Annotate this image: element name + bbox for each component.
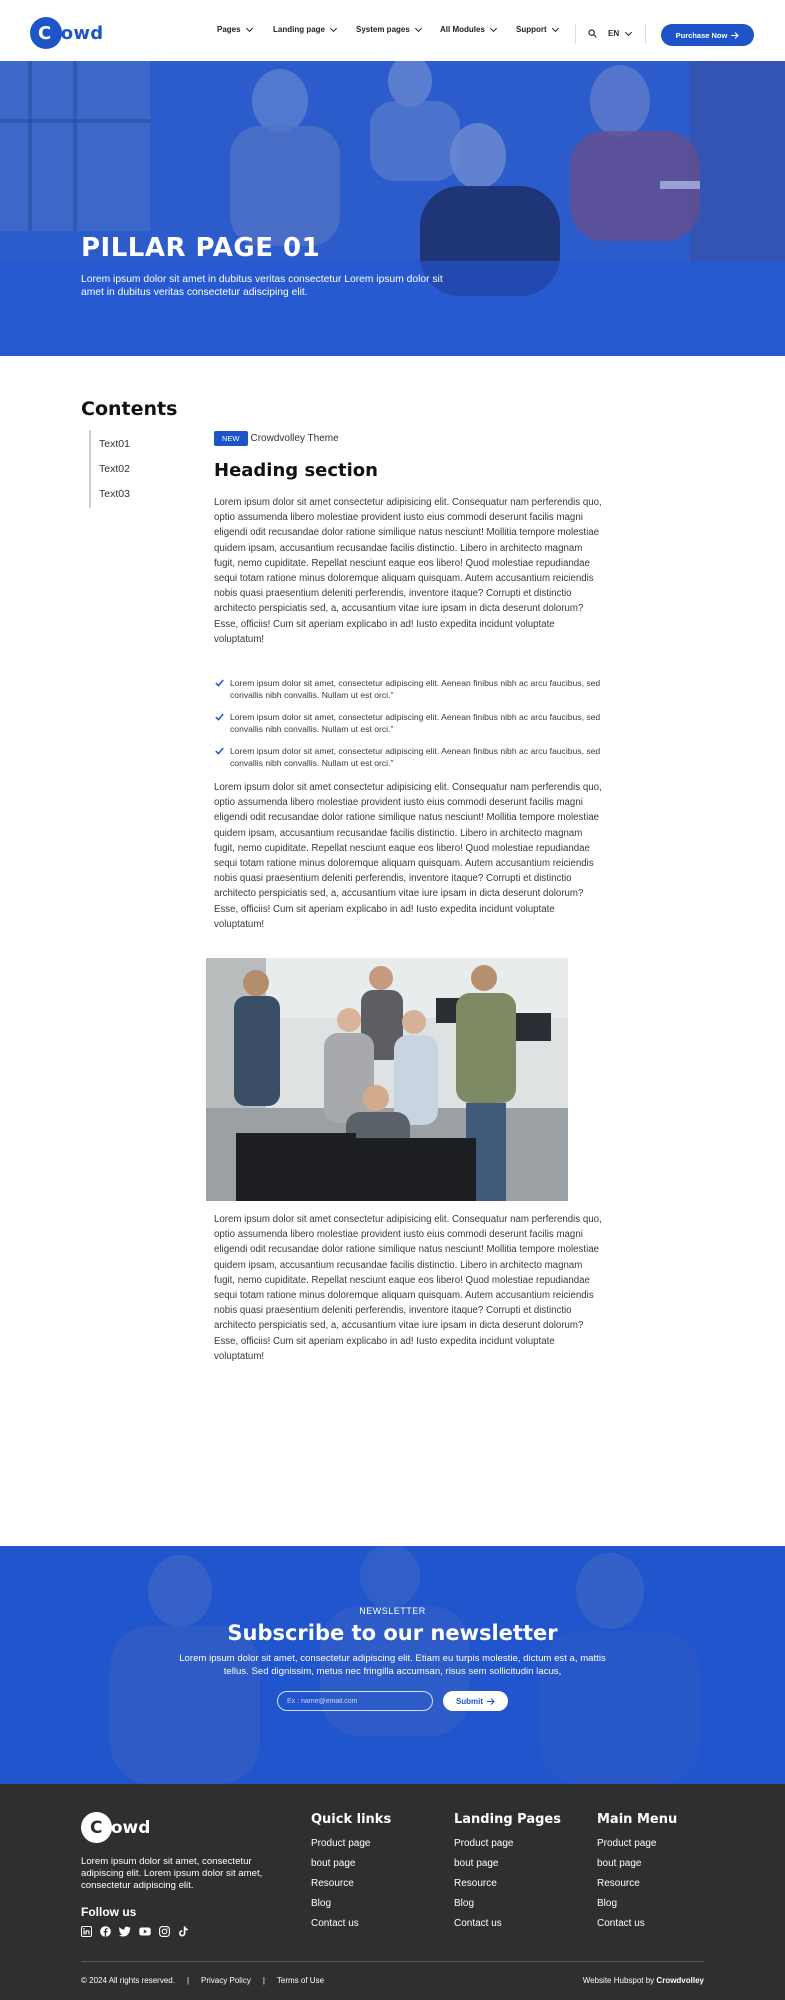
footer-link[interactable]: Blog [597, 1898, 618, 1909]
checkmark-icon [215, 747, 224, 755]
credit-brand[interactable]: Crowdvolley [656, 1976, 704, 1985]
nav-item-landing-page[interactable]: Landing page [273, 25, 336, 34]
tiktok-icon[interactable] [178, 1926, 189, 1937]
logo-text: Crowd [90, 1818, 151, 1838]
footer-logo[interactable] [81, 1812, 150, 1844]
footer-description: Lorem ipsum dolor sit amet, consectetur adipiscing elit. Lorem ipsum dolor sit amet, consectetur adipiscing elit. [81, 1856, 263, 1891]
nav-item-pages[interactable]: Pages [217, 25, 252, 34]
footer-divider [81, 1961, 704, 1962]
chevron-down-icon [246, 24, 253, 31]
instagram-icon[interactable] [159, 1926, 170, 1937]
social-links [81, 1926, 189, 1937]
follow-us-label: Follow us [81, 1905, 137, 1919]
arrow-right-icon [487, 1698, 495, 1705]
newsletter-eyebrow: NEWSLETTER [359, 1606, 426, 1616]
checkmark-icon [215, 713, 224, 721]
team-photo-illustration [206, 958, 568, 1201]
checkmark-icon [215, 679, 224, 687]
footer-column-title: Landing Pages [454, 1812, 561, 1827]
site-logo[interactable] [30, 17, 103, 50]
email-field[interactable] [277, 1691, 433, 1711]
header-divider [575, 24, 576, 44]
footer-link[interactable]: Blog [454, 1898, 475, 1909]
footer-column-quick-links [311, 1812, 391, 1934]
site-footer [0, 1784, 785, 2000]
purchase-now-button[interactable]: Purchase Now [661, 24, 754, 46]
footer-link[interactable]: Blog [311, 1898, 332, 1909]
footer-link[interactable]: Contact us [454, 1918, 502, 1929]
toc-item-text02[interactable]: Text02 [99, 463, 130, 475]
header-divider [645, 24, 646, 44]
chevron-down-icon [490, 24, 497, 31]
article-tag-row [214, 431, 339, 446]
facebook-icon[interactable] [100, 1926, 111, 1937]
article-paragraph-3: Lorem ipsum dolor sit amet consectetur adipisicing elit. Consequatur nam perferendis quo, optio assumenda libero molestiae provident iusto eius commodi deserunt facilis magni eligendi odit recusandae dolor ratione similique natus nesciunt! Mollitia tempore molestiae quidem ipsam, accusantium recusandae facilis distinctio. Libero in architecto magnam fugit, nemo cupiditate. Repellat nesciunt eaque eos libero! Quod molestiae repudiandae sequi totam ratione minus doloremque aliquam quisquam. Autem accusantium reiciendis nobis quasi praesentium deleniti perferendis, inventore itaque? Corrupti et distinctio architecto perspiciatis sed, a, accusantium vitae iure ipsam in dicta deserunt dolorum? Esse, officiis! Cum sit aperiam explicabo in ad! Iusto expedita incidunt voluptate voluptatum! [214, 1214, 602, 1362]
nav-item-all-modules[interactable]: All Modules [440, 25, 496, 34]
toc-line [89, 430, 91, 508]
linkedin-icon[interactable] [81, 1926, 92, 1937]
footer-link[interactable]: Resource [597, 1878, 640, 1889]
newsletter-subtitle: Lorem ipsum dolor sit amet, consectetur adipiscing elit. Etiam eu turpis molestie, dictum est a, mattis tellus. Sed dignissim, metus nec fringilla accumsan, risus sem sollicitudin lacus, [179, 1653, 606, 1677]
footer-column-landing-pages [454, 1812, 561, 1934]
chevron-down-icon [625, 28, 632, 35]
footer-link[interactable]: bout page [454, 1858, 499, 1869]
chevron-down-icon [415, 24, 422, 31]
chevron-down-icon [330, 24, 337, 31]
team-photo [206, 958, 568, 1201]
language-selector[interactable]: EN [608, 29, 631, 38]
nav-item-support[interactable]: Support [516, 25, 558, 34]
check-list [214, 677, 604, 779]
contents-title: Contents [81, 398, 178, 420]
article-paragraph-1: Lorem ipsum dolor sit amet consectetur adipisicing elit. Consequatur nam perferendis quo, optio assumenda libero molestiae provident iusto eius commodi deserunt facilis magni eligendi odit recusandae dolor ratione similique natus nesciunt! Mollitia tempore molestiae quidem ipsam, accusantium recusandae facilis distinctio. Libero in architecto magnam fugit, nemo cupiditate. Repellat nesciunt eaque eos libero! Quod molestiae repudiandae sequi totam ratione minus doloremque aliquam quisquam. Autem accusantium reiciendis nobis quasi praesentium deleniti perferendis, inventore itaque? Corrupti et distinctio architecto perspiciatis sed, a, accusantium vitae iure ipsam in dicta deserunt dolorum? Esse, officiis! Cum sit aperiam explicabo in ad! Iusto expedita incidunt voluptate voluptatum! [214, 497, 602, 645]
submit-button[interactable]: Submit [443, 1691, 508, 1711]
nav-item-system-pages[interactable]: System pages [356, 25, 421, 34]
newsletter-section [0, 1546, 785, 1784]
copyright-text: © 2024 All rights reserved. [81, 1976, 175, 1985]
section-heading: Heading section [214, 460, 378, 481]
youtube-icon[interactable] [139, 1926, 151, 1937]
list-item: Lorem ipsum dolor sit amet, consectetur adipiscing elit. Aenean finibus nibh ac arcu faucibus, sed convallis nibh convallis. Nullam ut est orci." [214, 677, 604, 711]
list-item: Lorem ipsum dolor sit amet, consectetur adipiscing elit. Aenean finibus nibh ac arcu faucibus, sed convallis nibh convallis. Nullam ut est orci." [214, 745, 604, 779]
arrow-right-icon [731, 32, 739, 39]
chevron-down-icon [552, 24, 559, 31]
footer-link[interactable]: bout page [597, 1858, 642, 1869]
list-item: Lorem ipsum dolor sit amet, consectetur adipiscing elit. Aenean finibus nibh ac arcu faucibus, sed convallis nibh convallis. Nullam ut est orci." [214, 711, 604, 745]
privacy-policy-link[interactable]: Privacy Policy [201, 1976, 251, 1985]
hero-background-photo [0, 61, 785, 356]
toc-item-text01[interactable]: Text01 [99, 438, 130, 450]
twitter-icon[interactable] [119, 1926, 131, 1937]
footer-link[interactable]: Contact us [597, 1918, 645, 1929]
newsletter-title: Subscribe to our newsletter [227, 1621, 558, 1645]
footer-link[interactable]: Product page [311, 1838, 371, 1849]
footer-credit: Website Hubspot by Crowdvolley [582, 1976, 704, 1985]
hero-subtitle: Lorem ipsum dolor sit amet in dubitus veritas consectetur Lorem ipsum dolor sit amet in dubitus veritas consectetur adisciping elit. [81, 274, 443, 298]
hero-banner [0, 61, 785, 356]
footer-column-title: Main Menu [597, 1812, 678, 1827]
footer-legal [81, 1976, 324, 1985]
footer-link[interactable]: Contact us [311, 1918, 359, 1929]
footer-link[interactable]: bout page [311, 1858, 356, 1869]
page-title: PILLAR PAGE 01 [81, 233, 321, 263]
site-header [0, 0, 785, 61]
article-paragraph-2: Lorem ipsum dolor sit amet consectetur adipisicing elit. Consequatur nam perferendis quo, optio assumenda libero molestiae provident iusto eius commodi deserunt facilis magni eligendi odit recusandae dolor ratione similique natus nesciunt! Mollitia tempore molestiae quidem ipsam, accusantium recusandae facilis distinctio. Libero in architecto magnam fugit, nemo cupiditate. Repellat nesciunt eaque eos libero! Quod molestiae repudiandae sequi totam ratione minus doloremque aliquam quisquam. Autem accusantium reiciendis nobis quasi praesentium deleniti perferendis, inventore itaque? Corrupti et distinctio architecto perspiciatis sed, a, accusantium vitae iure ipsam in dicta deserunt dolorum? Esse, officiis! Cum sit aperiam explicabo in ad! Iusto expedita incidunt voluptate voluptatum! [214, 782, 602, 930]
footer-link[interactable]: Product page [454, 1838, 514, 1849]
toc-item-text03[interactable]: Text03 [99, 488, 130, 500]
terms-of-use-link[interactable]: Terms of Use [276, 1976, 325, 1985]
footer-column-main-menu [597, 1812, 677, 1934]
footer-link[interactable]: Product page [597, 1838, 657, 1849]
search-icon[interactable] [588, 29, 597, 38]
new-badge: NEW [214, 431, 248, 446]
tag-text: Crowdvolley Theme [250, 433, 339, 444]
separator: | [262, 1976, 265, 1985]
footer-column-title: Quick links [311, 1812, 392, 1827]
footer-link[interactable]: Resource [311, 1878, 354, 1889]
footer-link[interactable]: Resource [454, 1878, 497, 1889]
logo-text: Crowd [38, 23, 104, 44]
separator: | [186, 1976, 190, 1985]
